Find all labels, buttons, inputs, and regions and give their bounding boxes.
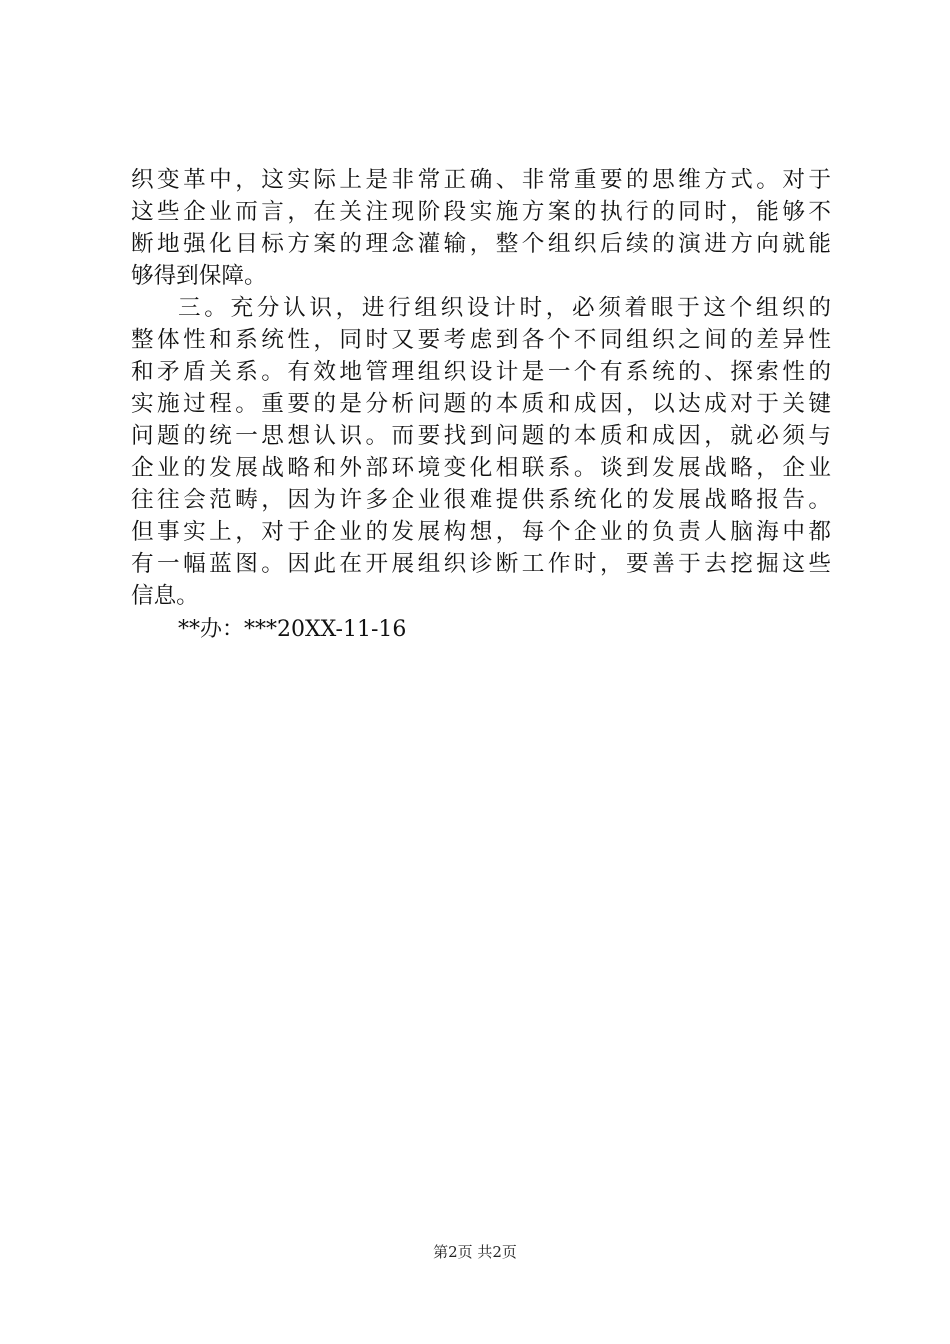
- text-line: 三。充分认识，进行组织设计时，必须着眼于这个组织的: [178, 295, 831, 321]
- text-line: 问题的统一思想认识。而要找到问题的本质和成因，就必须与: [131, 423, 831, 449]
- text-line: 织变革中，这实际上是非常正确、非常重要的思维方式。对于: [131, 167, 831, 193]
- text-line: 整体性和系统性，同时又要考虑到各个不同组织之间的差异性: [131, 327, 831, 353]
- body-text: [131, 164, 831, 646]
- text-line: 断地强化目标方案的理念灌输，整个组织后续的演进方向就能: [131, 231, 831, 257]
- text-line: 实施过程。重要的是分析问题的本质和成因，以达成对于关键: [131, 391, 831, 417]
- text-line: 但事实上，对于企业的发展构想，每个企业的负责人脑海中都: [131, 519, 831, 545]
- page-footer: 第2页 共2页: [433, 1243, 517, 1261]
- text-line: 信息。: [131, 583, 199, 609]
- text-line: 这些企业而言，在关注现阶段实施方案的执行的同时，能够不: [131, 199, 831, 225]
- text-line: 有一幅蓝图。因此在开展组织诊断工作时，要善于去挖掘这些: [131, 551, 831, 577]
- text-line: 和矛盾关系。有效地管理组织设计是一个有系统的、探索性的: [131, 359, 831, 385]
- text-line: 往往会范畴，因为许多企业很难提供系统化的发展战略报告。: [131, 487, 831, 513]
- text-line: 企业的发展战略和外部环境变化相联系。谈到发展战略，企业: [131, 455, 831, 481]
- paragraph-2: [131, 292, 831, 612]
- text-line: 够得到保障。: [131, 263, 267, 289]
- paragraph-1: [131, 164, 831, 292]
- signature-line: **办：***20XX-11-16: [178, 617, 407, 642]
